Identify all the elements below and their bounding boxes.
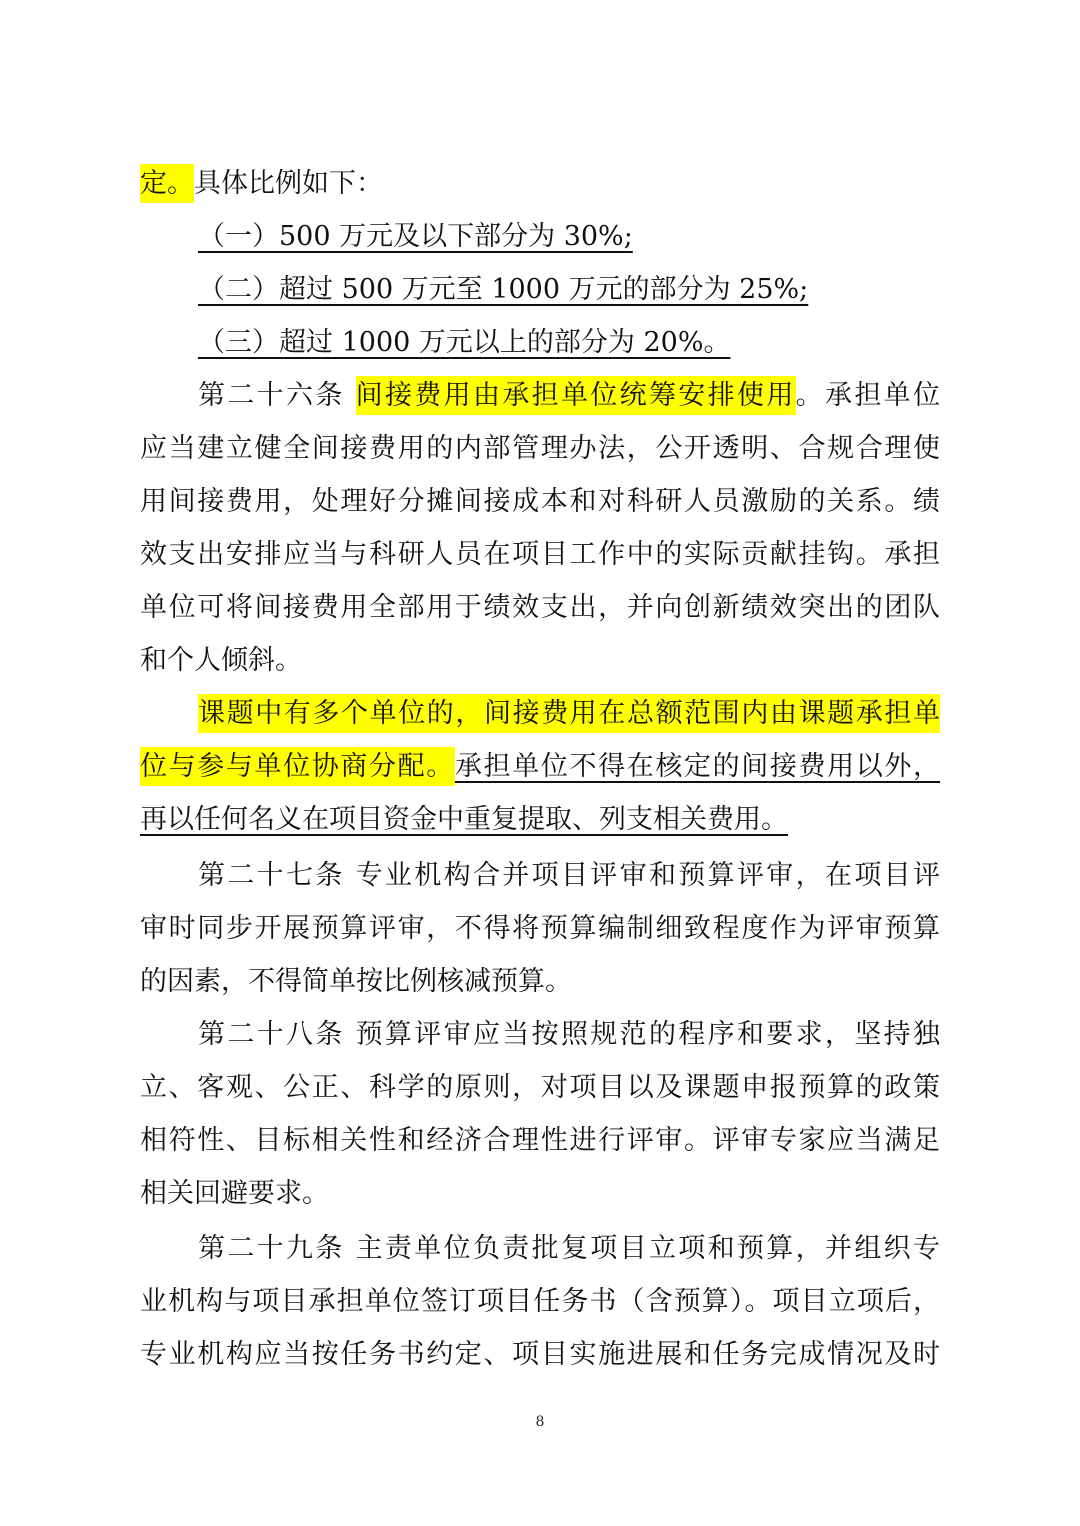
underlined-text: 承担单位不得在核定的间接费用以外， [454, 751, 940, 782]
underlined-text: （二）超过 500 万元至 1000 万元的部分为 25%; [198, 274, 809, 305]
text-segment: 第二十九条 主责单位负责批复项目立项和预算，并组织专 [198, 1233, 940, 1264]
text-line [140, 1064, 940, 1112]
text-line [140, 958, 940, 1006]
text-line [140, 425, 940, 473]
text-segment: 效支出安排应当与科研人员在项目工作中的实际贡献挂钩。承担 [140, 539, 940, 570]
text-segment: 相符性、目标相关性和经济合理性进行评审。评审专家应当满足 [140, 1125, 940, 1156]
underlined-text: （三）超过 1000 万元以上的部分为 20%。 [198, 327, 731, 358]
text-line [140, 743, 940, 791]
text-segment: 专业机构应当按任务书约定、项目实施进展和任务完成情况及时 [140, 1339, 940, 1370]
list-item [198, 319, 940, 367]
text-line [140, 796, 940, 844]
text-line [140, 1278, 940, 1326]
text-segment: 具体比例如下： [194, 168, 383, 199]
text-segment: 审时同步开展预算评审，不得将预算编制细致程度作为评审预算 [140, 913, 940, 944]
article-28-heading-line [198, 1011, 940, 1059]
list-item [198, 213, 940, 261]
highlighted-text: 课题中有多个单位的，间接费用在总额范围内由课题承担单 [198, 694, 940, 733]
article-29-heading-line [198, 1225, 940, 1273]
highlighted-text: 位与参与单位协商分配。 [140, 747, 455, 786]
article-label: 第二十六条 [198, 380, 356, 411]
underlined-text: 再以任何名义在项目资金中重复提取、列支相关费用。 [140, 804, 788, 835]
text-segment: 单位可将间接费用全部用于绩效支出，并向创新绩效突出的团队 [140, 592, 940, 623]
text-line [140, 905, 940, 953]
text-line [140, 1117, 940, 1165]
text-segment: 相关回避要求。 [140, 1178, 329, 1209]
text-line [198, 690, 940, 738]
text-segment: 第二十七条 专业机构合并项目评审和预算评审，在项目评 [198, 860, 940, 891]
text-segment: 和个人倾斜。 [140, 645, 302, 676]
highlighted-text: 定。 [140, 164, 194, 203]
text-line [140, 637, 940, 685]
list-item [198, 266, 940, 314]
text-segment: 用间接费用，处理好分摊间接成本和对科研人员激励的关系。绩 [140, 486, 940, 517]
text-segment: 立、客观、公正、科学的原则，对项目以及课题申报预算的政策 [140, 1072, 940, 1103]
text-line [140, 584, 940, 632]
text-segment: 的因素，不得简单按比例核减预算。 [140, 966, 572, 997]
text-line [140, 1170, 940, 1218]
text-line [140, 478, 940, 526]
text-line [140, 531, 940, 579]
text-segment: 。承担单位 [795, 380, 940, 411]
article-26-heading-line [198, 372, 940, 420]
text-line [140, 1331, 940, 1379]
text-segment: 业机构与项目承担单位签订项目任务书（含预算）。项目立项后， [140, 1286, 940, 1317]
article-27-heading-line [198, 852, 940, 900]
underlined-text: （一）500 万元及以下部分为 30%; [198, 221, 633, 252]
text-line [140, 160, 940, 208]
text-segment: 第二十八条 预算评审应当按照规范的程序和要求，坚持独 [198, 1019, 940, 1050]
page-number: 8 [535, 1414, 545, 1430]
text-segment: 应当建立健全间接费用的内部管理办法，公开透明、合规合理使 [140, 433, 940, 464]
highlighted-text: 间接费用由承担单位统筹安排使用 [356, 376, 796, 415]
